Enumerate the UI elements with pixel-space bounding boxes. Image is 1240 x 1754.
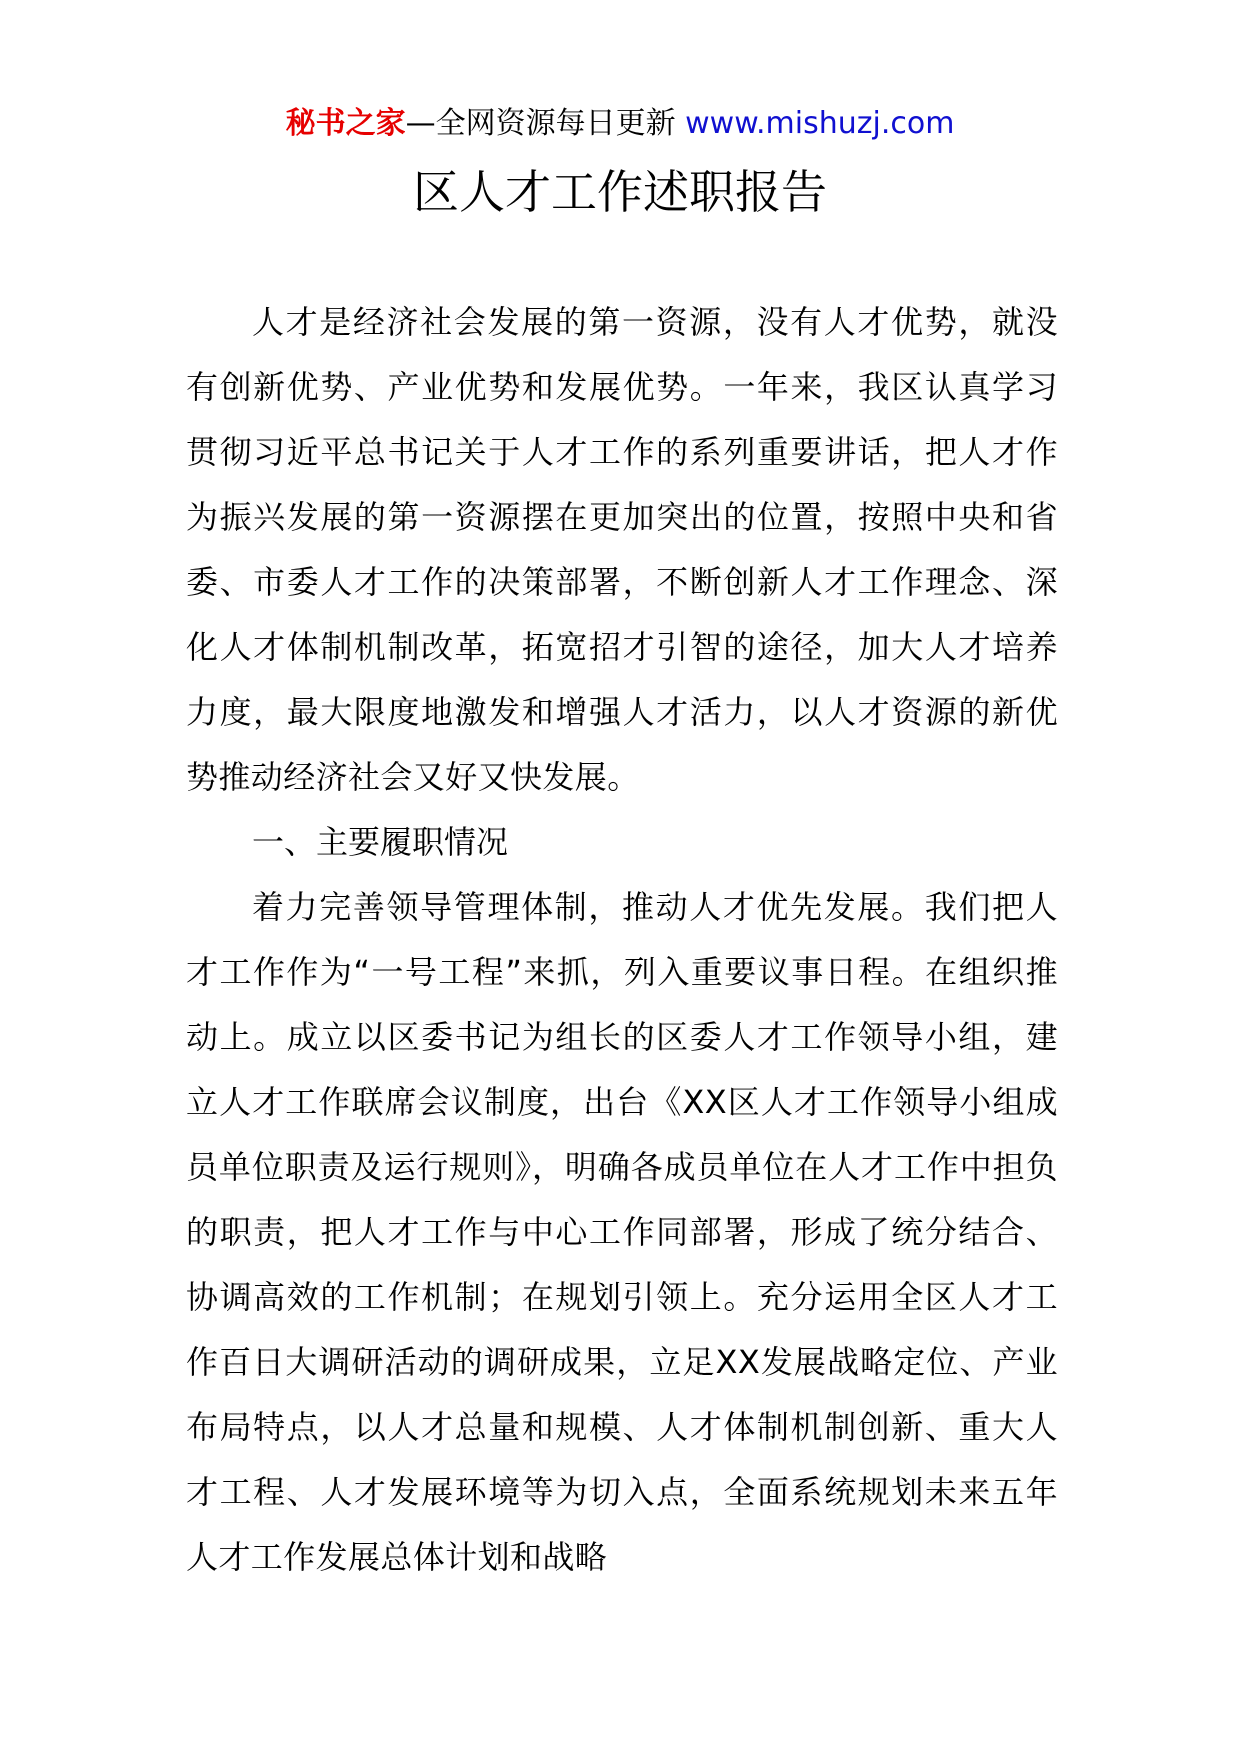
intro-paragraph: 人才是经济社会发展的第一资源，没有人才优势，就没有创新优势、产业优势和发展优势。一年来，我区认真学习贯彻习近平总书记关于人才工作的系列重要讲话，把人才作为振兴发展的第一资源摆在更加突出的位置，按照中央和省委、市委人才工作的决策部署，不断创新人才工作理念、深化人才体制机制改革，拓宽招才引智的途径，加大人才培养力度，最大限度地激发和增强人才活力，以人才资源的新优势推动经济社会又好又快发展。 xyxy=(186,303,1058,796)
site-url-link[interactable]: www.mishuzj.com xyxy=(685,106,955,141)
site-header xyxy=(0,102,1240,146)
site-tagline: —全网资源每日更新 xyxy=(405,106,686,141)
section-paragraph-leadership: 着力完善领导管理体制，推动人才优先发展。我们把人才工作作为“一号工程”来抓，列入重要议事日程。在组织推动上。成立以区委书记为组长的区委人才工作领导小组，建立人才工作联席会议制度，出台《XX区人才工作领导小组成员单位职责及运行规则》，明确各成员单位在人才工作中担负的职责，把人才工作与中心工作同部署，形成了统分结合、协调高效的工作机制；在规划引领上。充分运用全区人才工作百日大调研活动的调研成果，立足XX发展战略定位、产业布局特点，以人才总量和规模、人才体制机制创新、重大人才工程、人才发展环境等为切入点，全面系统规划未来五年人才工作发展总体计划和战略 xyxy=(186,888,1058,1576)
document-title: 区人才工作述职报告 xyxy=(413,165,827,219)
document-body xyxy=(186,290,1058,1590)
section-heading-main-duties: 一、主要履职情况 xyxy=(252,823,509,861)
brand-name: 秘书之家 xyxy=(285,106,406,141)
